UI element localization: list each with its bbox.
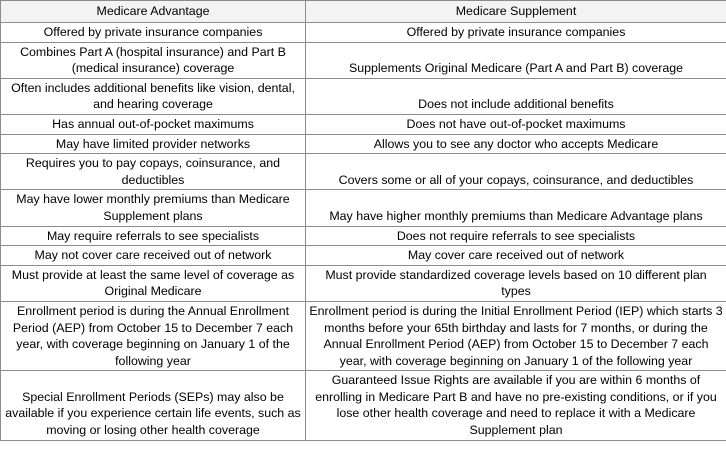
- advantage-cell: Requires you to pay copays, coinsurance, and deductibles: [1, 154, 306, 190]
- supplement-cell: Supplements Original Medicare (Part A and Part B) coverage: [306, 42, 726, 78]
- advantage-cell: Must provide at least the same level of coverage as Original Medicare: [1, 265, 306, 301]
- supplement-cell: Does not include additional benefits: [306, 78, 726, 114]
- supplement-cell: May have higher monthly premiums than Medicare Advantage plans: [306, 190, 726, 226]
- table-row: [1, 301, 726, 370]
- table-row: [1, 190, 726, 226]
- table-row: [1, 265, 726, 301]
- table-row: [1, 42, 726, 78]
- table-row: [1, 134, 726, 154]
- table-row: [1, 114, 726, 134]
- advantage-cell: May have lower monthly premiums than Medicare Supplement plans: [1, 190, 306, 226]
- header-row: [1, 1, 726, 23]
- table-row: [1, 154, 726, 190]
- supplement-cell: Offered by private insurance companies: [306, 23, 726, 43]
- column-header-medicare-supplement: Medicare Supplement: [306, 1, 726, 23]
- supplement-cell: May cover care received out of network: [306, 246, 726, 266]
- advantage-cell: Offered by private insurance companies: [1, 23, 306, 43]
- advantage-cell: May have limited provider networks: [1, 134, 306, 154]
- advantage-cell: Enrollment period is during the Annual Enrollment Period (AEP) from October 15 to December 7 each year, with coverage beginning on January 1 of the following year: [1, 301, 306, 370]
- advantage-cell: Special Enrollment Periods (SEPs) may also be available if you experience certain life events, such as moving or losing other health coverage: [1, 371, 306, 440]
- table-row: [1, 78, 726, 114]
- supplement-cell: Allows you to see any doctor who accepts Medicare: [306, 134, 726, 154]
- table-row: [1, 246, 726, 266]
- table-row: [1, 226, 726, 246]
- supplement-cell: Guaranteed Issue Rights are available if you are within 6 months of enrolling in Medicare Part B and have no pre-existing conditions, or if you lose other health coverage and need to replace it with a Medicare Supplement plan: [306, 371, 726, 440]
- table-row: [1, 371, 726, 440]
- supplement-cell: Does not require referrals to see specialists: [306, 226, 726, 246]
- supplement-cell: Enrollment period is during the Initial Enrollment Period (IEP) which starts 3 months before your 65th birthday and lasts for 7 months, or during the Annual Enrollment Period (AEP) from October 15 to December 7 each year, with coverage beginning on January 1 of the following year: [306, 301, 726, 370]
- supplement-cell: Must provide standardized coverage levels based on 10 different plan types: [306, 265, 726, 301]
- advantage-cell: Combines Part A (hospital insurance) and Part B (medical insurance) coverage: [1, 42, 306, 78]
- supplement-cell: Covers some or all of your copays, coinsurance, and deductibles: [306, 154, 726, 190]
- column-header-medicare-advantage: Medicare Advantage: [1, 1, 306, 23]
- supplement-cell: Does not have out-of-pocket maximums: [306, 114, 726, 134]
- advantage-cell: May not cover care received out of network: [1, 246, 306, 266]
- advantage-cell: Has annual out-of-pocket maximums: [1, 114, 306, 134]
- advantage-cell: Often includes additional benefits like vision, dental, and hearing coverage: [1, 78, 306, 114]
- advantage-cell: May require referrals to see specialists: [1, 226, 306, 246]
- table-row: [1, 23, 726, 43]
